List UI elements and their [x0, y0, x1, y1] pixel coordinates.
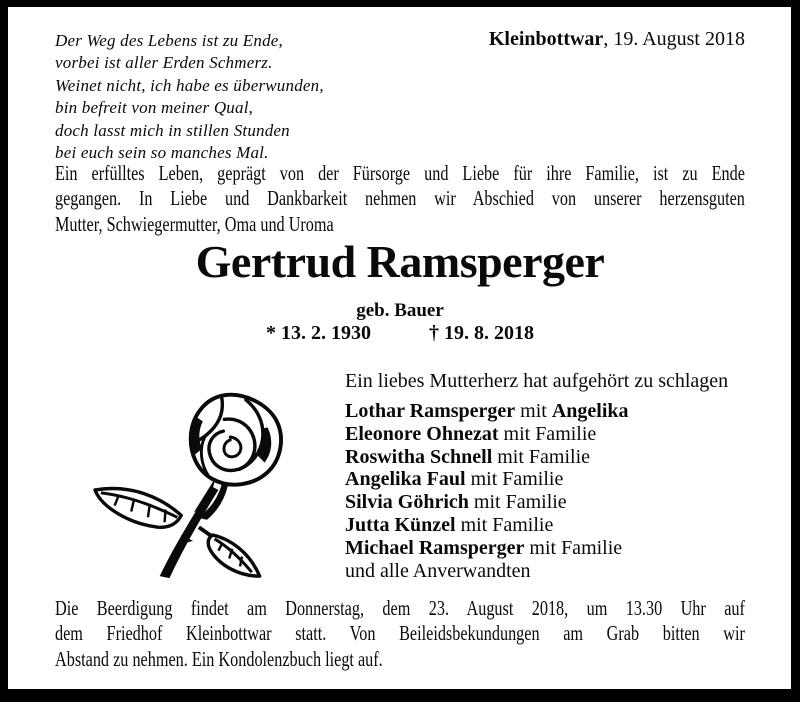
- mourner-connector: mit: [524, 536, 562, 559]
- death-date: † 19. 8. 2018: [429, 322, 534, 344]
- memorial-poem: [55, 30, 324, 164]
- epitaph-line: Ein liebes Mutterherz hat aufgehört zu schlagen: [345, 370, 729, 392]
- funeral-line: Die Beerdigung findet am Donnerstag, dem 23. August 2018, um 13.30 Uhr auf: [55, 596, 745, 620]
- mourner-connector: mit: [515, 400, 552, 422]
- mourner-name: Jutta Künzel: [345, 513, 456, 536]
- mourner-name: Silvia Göhrich: [345, 491, 469, 514]
- rose-illustration-icon: [75, 388, 311, 584]
- poem-line: bei euch sein so manches Mal.: [55, 143, 269, 163]
- mourner-row: [345, 491, 629, 514]
- mourner-row: [345, 560, 629, 583]
- intro-line: gegangen. In Liebe und Dankbarkeit nehmen wir Abschied von unserer herzensguten: [55, 186, 745, 211]
- mourner-companion: Familie: [492, 513, 554, 536]
- funeral-details: [55, 596, 745, 672]
- poem-line: Weinet nicht, ich habe es überwunden,: [55, 75, 324, 95]
- mourner-row: [345, 423, 629, 446]
- mourner-connector: mit: [468, 491, 506, 514]
- mourner-row: [345, 468, 629, 491]
- poem-line: bin befreit von meiner Qual,: [55, 98, 254, 118]
- mourner-companion: Familie: [505, 491, 567, 514]
- mourner-name: Eleonore Ohnezat: [345, 422, 499, 445]
- mourner-companion: Angelika: [551, 400, 629, 422]
- poem-line: doch lasst mich in stillen Stunden: [55, 120, 290, 140]
- mourner-companion: Familie: [502, 468, 564, 491]
- intro-line: Mutter, Schwiegermutter, Oma und Uroma: [55, 211, 334, 236]
- dateline: [445, 27, 745, 51]
- mourner-name: Lothar Ramsperger: [345, 400, 516, 422]
- life-dates: [55, 321, 745, 345]
- mourner-connector: mit: [498, 422, 536, 445]
- mourner-name: Angelika Faul: [345, 468, 466, 491]
- mourner-connector: mit: [492, 445, 529, 468]
- mourner-name: Michael Ramsperger: [345, 536, 525, 559]
- mourner-row: [345, 400, 629, 423]
- mourners-list: [345, 400, 629, 582]
- mourner-companion: Familie: [561, 536, 623, 559]
- poem-line: vorbei ist aller Erden Schmerz.: [55, 53, 273, 73]
- mourner-row: [345, 514, 629, 537]
- mourner-name: Roswitha Schnell: [345, 445, 493, 468]
- intro-line: Ein erfülltes Leben, geprägt von der Fürsorge und Liebe für ihre Familie, ist zu Ende: [55, 161, 745, 185]
- intro-paragraph: [55, 161, 745, 237]
- mourner-companion: Familie: [528, 445, 591, 468]
- funeral-line: dem Friedhof Kleinbottwar statt. Von Beileidsbekundungen am Grab bitten wir: [55, 621, 745, 646]
- dateline-date: , 19. August 2018: [603, 28, 745, 50]
- deceased-name: Gertrud Ramsperger: [195, 236, 605, 287]
- mourner-row: [345, 446, 629, 469]
- maiden-name: geb. Bauer: [356, 300, 444, 321]
- dateline-place: Kleinbottwar: [488, 28, 604, 50]
- mourner-connector: mit: [465, 468, 503, 491]
- mourner-connector: mit: [455, 513, 493, 536]
- mourner-row: [345, 537, 629, 560]
- funeral-line: Abstand zu nehmen. Ein Kondolenzbuch liegt auf.: [55, 646, 383, 671]
- death-notice-card: [8, 7, 791, 689]
- mourner-text: und alle Anverwandten: [345, 559, 531, 582]
- mourner-companion: Familie: [535, 422, 597, 445]
- birth-date: * 13. 2. 1930: [266, 322, 371, 344]
- poem-line: Der Weg des Lebens ist zu Ende,: [55, 31, 283, 50]
